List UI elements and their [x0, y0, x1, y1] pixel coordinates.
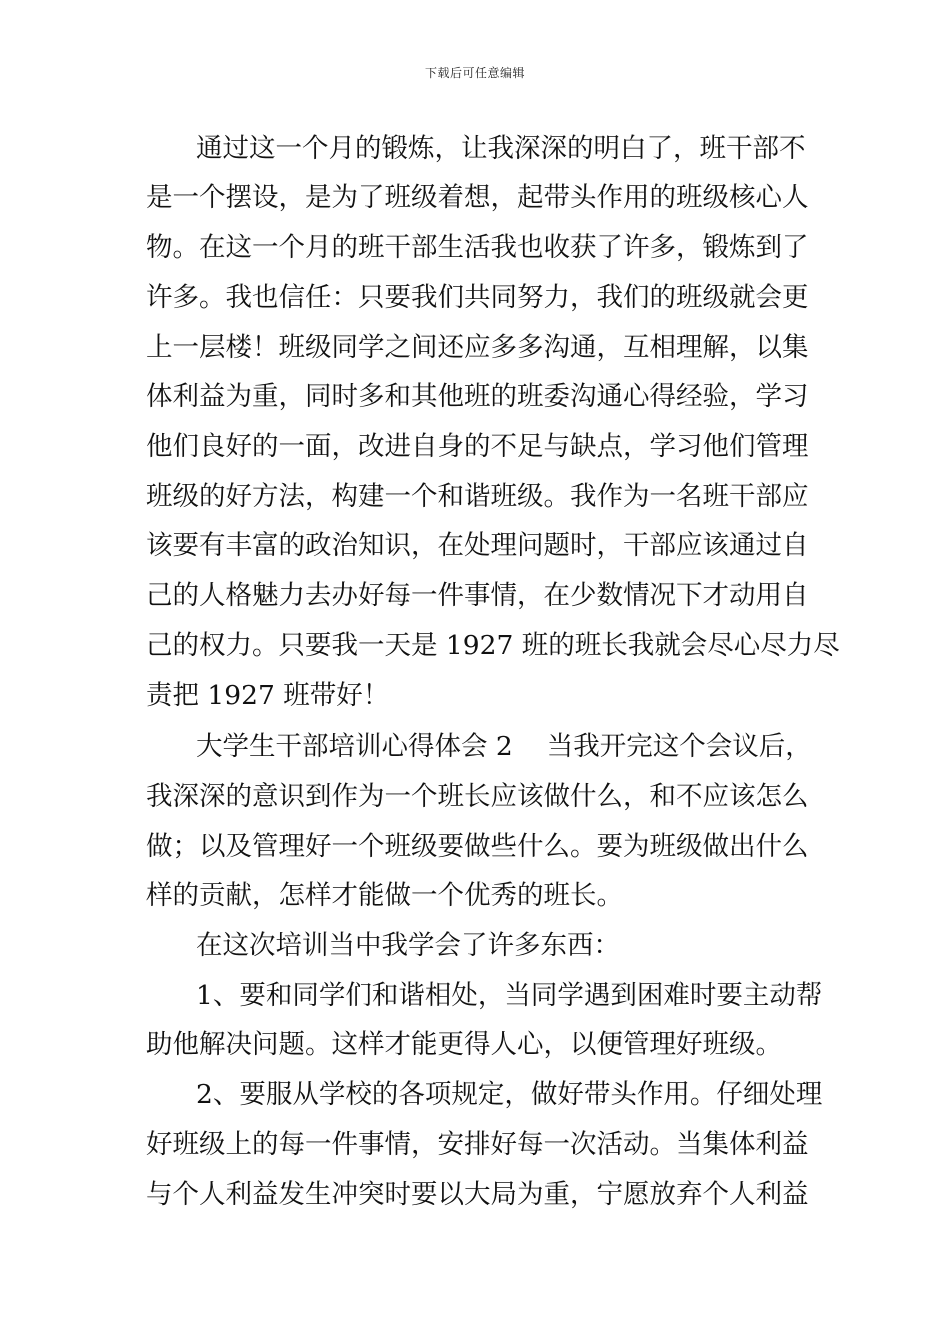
text-line: 许多。我也信任：只要我们共同努力，我们的班级就会更	[146, 282, 809, 313]
text-line: 我深深的意识到作为一个班长应该做什么，和不应该怎么	[146, 781, 809, 812]
text-line: 上一层楼！班级同学之间还应多多沟通，互相理解，以集	[146, 332, 809, 363]
text-line: 该要有丰富的政治知识，在处理问题时，干部应该通过自	[146, 530, 809, 561]
list-item-line: 1、要和同学们和谐相处，当同学遇到困难时要主动帮	[196, 980, 823, 1011]
text-line: 好班级上的每一件事情，安排好每一次活动。当集体利益	[146, 1129, 809, 1160]
text-line: 物。在这一个月的班干部生活我也收获了许多，锻炼到了	[146, 232, 809, 263]
text-line: 他们良好的一面，改进自身的不足与缺点，学习他们管理	[146, 431, 809, 462]
text-line: 体利益为重，同时多和其他班的班委沟通心得经验，学习	[146, 381, 809, 412]
text-line: 通过这一个月的锻炼，让我深深的明白了，班干部不	[196, 133, 806, 164]
section-intro: 当我开完这个会议后，	[546, 731, 812, 762]
text-line: 样的贡献，怎样才能做一个优秀的班长。	[146, 880, 623, 911]
text-line: 做；以及管理好一个班级要做些什么。要为班级做出什么	[146, 831, 809, 862]
text-line: 助他解决问题。这样才能更得人心，以便管理好班级。	[146, 1029, 782, 1060]
text-line: 己的人格魅力去办好每一件事情，在少数情况下才动用自	[146, 580, 809, 611]
section-title-line	[196, 731, 812, 763]
page-header: 下载后可任意编辑	[424, 66, 525, 80]
text-line: 己的权力。只要我一天是 1927 班的班长我就会尽心尽力尽	[146, 630, 840, 661]
section-title: 大学生干部培训心得体会 2	[196, 731, 513, 762]
text-line: 责把 1927 班带好！	[146, 680, 390, 711]
list-item-line: 2、要服从学校的各项规定，做好带头作用。仔细处理	[196, 1079, 823, 1110]
text-line: 班级的好方法，构建一个和谐班级。我作为一名班干部应	[146, 481, 809, 512]
text-line: 是一个摆设，是为了班级着想，起带头作用的班级核心人	[146, 182, 809, 213]
text-line: 在这次培训当中我学会了许多东西：	[196, 930, 620, 961]
text-line: 与个人利益发生冲突时要以大局为重，宁愿放弃个人利益	[146, 1179, 809, 1210]
